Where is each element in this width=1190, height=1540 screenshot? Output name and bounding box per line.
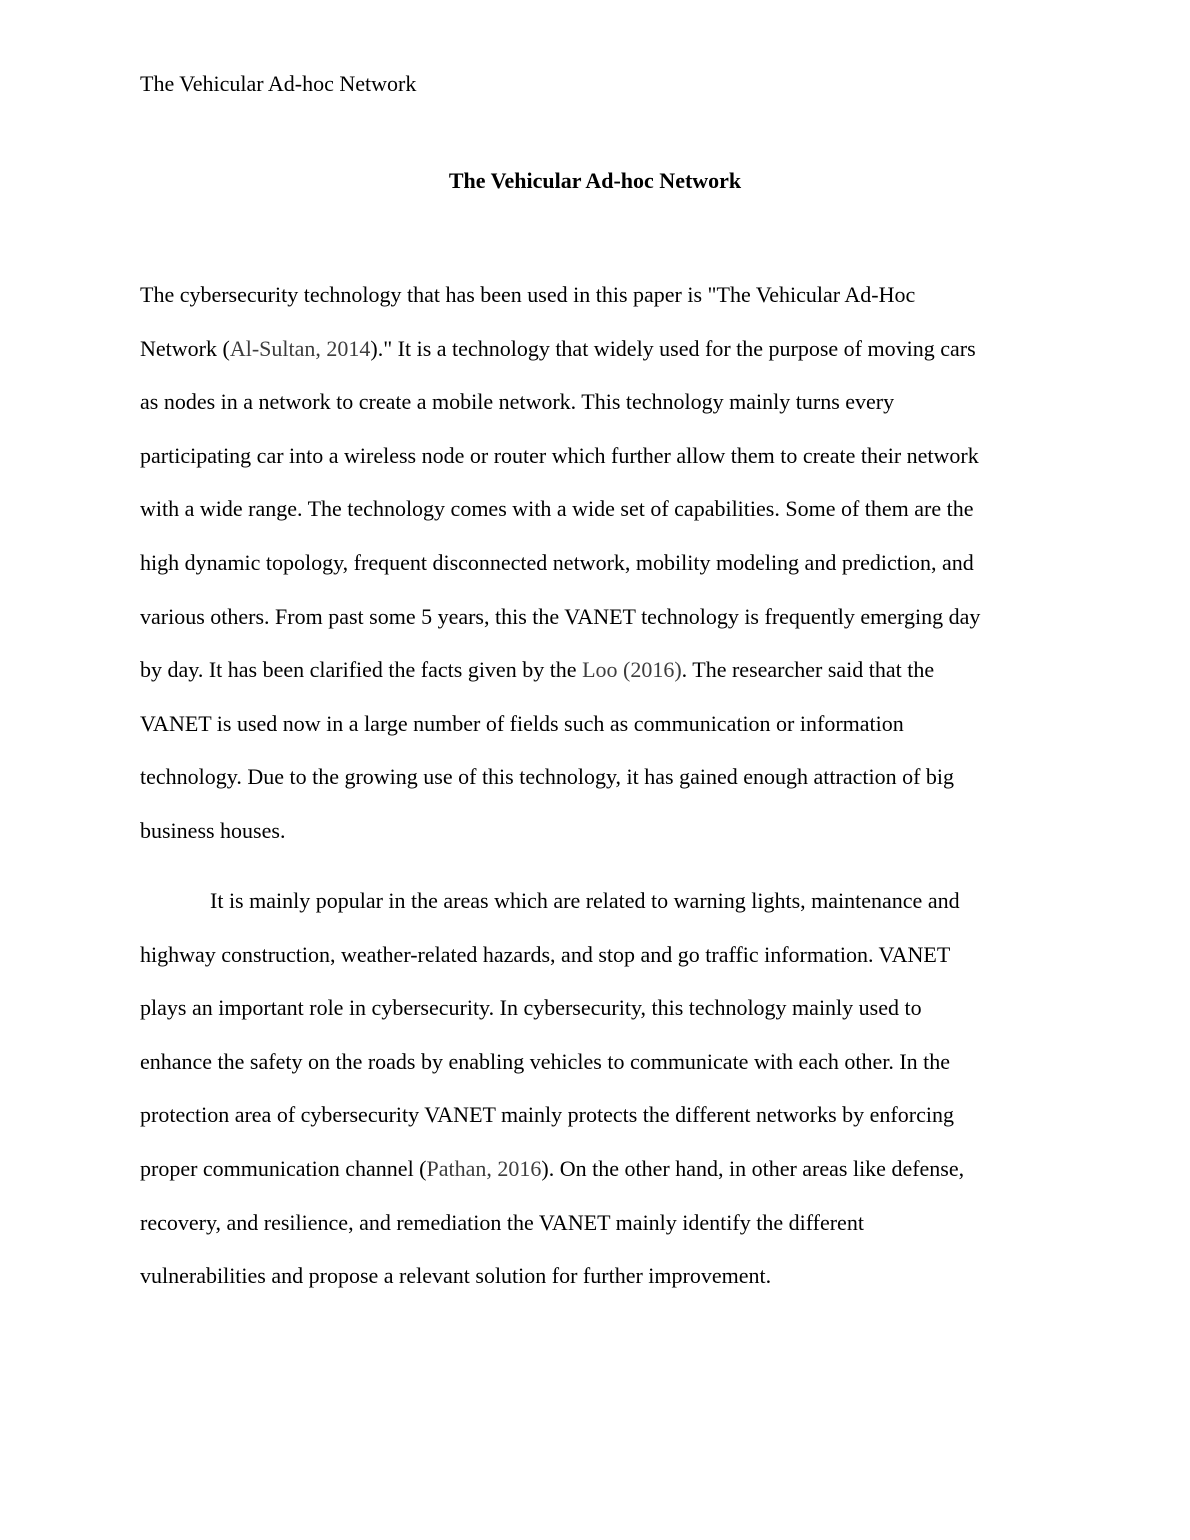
text-line: plays an important role in cybersecurity. In cybersecurity, this technology mainly used to <box>140 995 922 1021</box>
text-line: participating car into a wireless node or router which further allow them to create their network <box>140 442 979 468</box>
text-line: as nodes in a network to create a mobile network. This technology mainly turns every <box>140 389 895 415</box>
page-title: The Vehicular Ad-hoc Network <box>448 168 742 193</box>
text-line: protection area of cybersecurity VANET mainly protects the different networks by enforcing <box>140 1102 954 1128</box>
text-line <box>140 656 1050 710</box>
text-span: )." It is a technology that widely used for the purpose of moving cars <box>370 335 976 361</box>
citation-al-sultan: Al-Sultan, 2014 <box>229 335 371 361</box>
text-span: by day. It has been clarified the facts given by the <box>140 657 583 683</box>
text-span: Network ( <box>140 335 230 361</box>
text-span: ). On the other hand, in other areas like defense, <box>541 1155 965 1181</box>
text-line: vulnerabilities and propose a relevant solution for further improvement. <box>140 1263 772 1289</box>
citation-pathan: Pathan, 2016 <box>426 1155 542 1181</box>
text-line: business houses. <box>140 817 286 843</box>
text-span: . The researcher said that the <box>681 657 935 683</box>
running-head: The Vehicular Ad-hoc Network <box>140 71 417 96</box>
text-line: with a wide range. The technology comes with a wide set of capabilities. Some of them are the <box>140 496 974 522</box>
paragraph-1 <box>140 281 1050 871</box>
text-line: VANET is used now in a large number of fields such as communication or information <box>140 710 904 736</box>
text-line: highway construction, weather-related hazards, and stop and go traffic information. VANET <box>140 941 951 967</box>
paragraph-2 <box>140 887 1050 1316</box>
citation-loo: Loo (2016) <box>582 657 682 683</box>
text-line: The cybersecurity technology that has been used in this paper is "The Vehicular Ad-Hoc <box>140 282 916 307</box>
text-line: It is mainly popular in the areas which are related to warning lights, maintenance and <box>210 888 960 913</box>
text-line: various others. From past some 5 years, this the VANET technology is frequently emerging day <box>140 603 981 629</box>
text-span: proper communication channel ( <box>140 1155 427 1181</box>
text-line <box>140 1155 1050 1209</box>
text-line: enhance the safety on the roads by enabling vehicles to communicate with each other. In the <box>140 1048 951 1074</box>
text-line <box>140 335 1050 389</box>
text-line: high dynamic topology, frequent disconnected network, mobility modeling and prediction, and <box>140 549 974 575</box>
text-line: technology. Due to the growing use of this technology, it has gained enough attraction of big <box>140 764 955 790</box>
text-line: recovery, and resilience, and remediation the VANET mainly identify the different <box>140 1209 864 1235</box>
